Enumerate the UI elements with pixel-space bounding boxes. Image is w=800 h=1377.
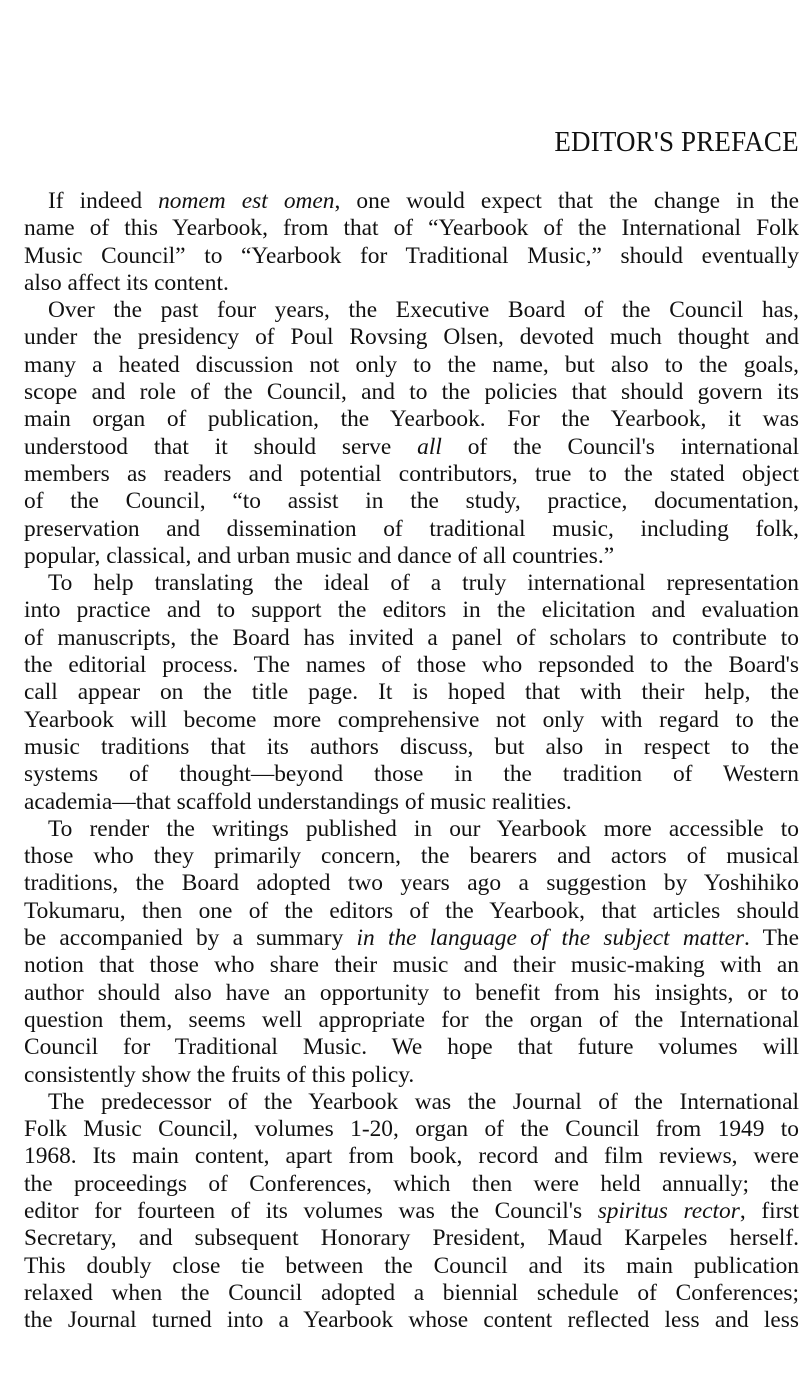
text-line: into practice and to support the editors in the elicitation and evaluation [24,597,799,624]
text-line: name of this Yearbook, from that of “Yearbook of the International Folk [24,215,799,242]
text-line: The predecessor of the Yearbook was the Journal of the International [48,1088,799,1115]
text-line: understood that it should serve all of the Council's international [24,433,799,460]
text-line: Yearbook will become more comprehensive not only with regard to the [24,706,799,733]
text-line: preservation and dissemination of traditional music, including folk, [24,515,799,542]
text-line: the proceedings of Conferences, which then were held annually; the [24,1170,799,1197]
text-line: many a heated discussion not only to the name, but also to the goals, [24,351,799,378]
text-line: Council for Traditional Music. We hope that future volumes will [24,1034,799,1061]
text-line: To help translating the ideal of a truly international representation [48,570,799,597]
text-line: Secretary, and subsequent Honorary President, Maud Karpeles herself. [24,1225,799,1252]
text-line: systems of thought—beyond those in the tradition of Western [24,761,799,788]
paragraph [24,570,799,816]
text-line: editor for fourteen of its volumes was the Council's spiritus rector, first [24,1197,800,1224]
text-line: Over the past four years, the Executive Board of the Council has, [48,297,799,324]
italic-phrase: spiritus rector [597,1197,740,1224]
italic-phrase: in the language of the subject matter [356,925,744,952]
text-line: music traditions that its authors discuss, but also in respect to the [24,733,799,760]
paragraph [24,1089,799,1335]
text-line: question them, seems well appropriate for the organ of the International [24,1006,799,1033]
text-line: those who they primarily concern, the bearers and actors of musical [24,843,799,870]
text-line: main organ of publication, the Yearbook. For the Yearbook, it was [24,406,799,433]
text-line: also affect its content. [24,269,229,296]
text-line: Tokumaru, then one of the editors of the Yearbook, that articles should [24,897,799,924]
text-line: notion that those who share their music and their music-making with an [24,952,799,979]
paragraph [24,188,799,297]
text-line: call appear on the title page. It is hoped that with their help, the [24,679,799,706]
text-line: scope and role of the Council, and to the policies that should govern its [24,379,799,406]
text-line: Music Council” to “Yearbook for Traditional Music,” should eventually [24,242,799,269]
text-line: 1968. Its main content, apart from book, record and film reviews, were [24,1143,799,1170]
text-line: To render the writings published in our Yearbook more accessible to [48,815,799,842]
text-line: traditions, the Board adopted two years ago a suggestion by Yoshihiko [24,870,799,897]
text-line: Folk Music Council, volumes 1-20, organ of the Council from 1949 to [24,1116,799,1143]
text-line: popular, classical, and urban music and dance of all countries.” [24,542,615,569]
text-line: the editorial process. The names of those who repsonded to the Board's [24,652,799,679]
text-line: the Journal turned into a Yearbook whose content reflected less and less [24,1307,799,1334]
text-line: of the Council, “to assist in the study, practice, documentation, [24,488,799,515]
italic-phrase: nomem est omen [158,188,335,214]
text-line: relaxed when the Council adopted a biennial schedule of Conferences; [24,1279,799,1306]
text-line: This doubly close tie between the Council and its main publication [24,1252,799,1279]
text-line: academia—that scaffold understandings of music realities. [24,788,572,815]
text-line: under the presidency of Poul Rovsing Olsen, devoted much thought and [24,324,799,351]
text-line: consistently show the fruits of this policy. [24,1061,415,1088]
italic-phrase: all [417,433,442,460]
text-line: If indeed nomem est omen, one would expect that the change in the [48,188,799,214]
text-line: members as readers and potential contributors, true to the stated object [24,460,799,487]
page-title: EDITOR'S PREFACE [554,126,799,158]
paragraph [24,816,799,1089]
text-line: be accompanied by a summary in the language of the subject matter. The [24,925,799,952]
text-line: of manuscripts, the Board has invited a panel of scholars to contribute to [24,624,799,651]
preface-body [24,188,799,1334]
paragraph [24,297,799,570]
text-line: author should also have an opportunity to benefit from his insights, or to [24,979,799,1006]
